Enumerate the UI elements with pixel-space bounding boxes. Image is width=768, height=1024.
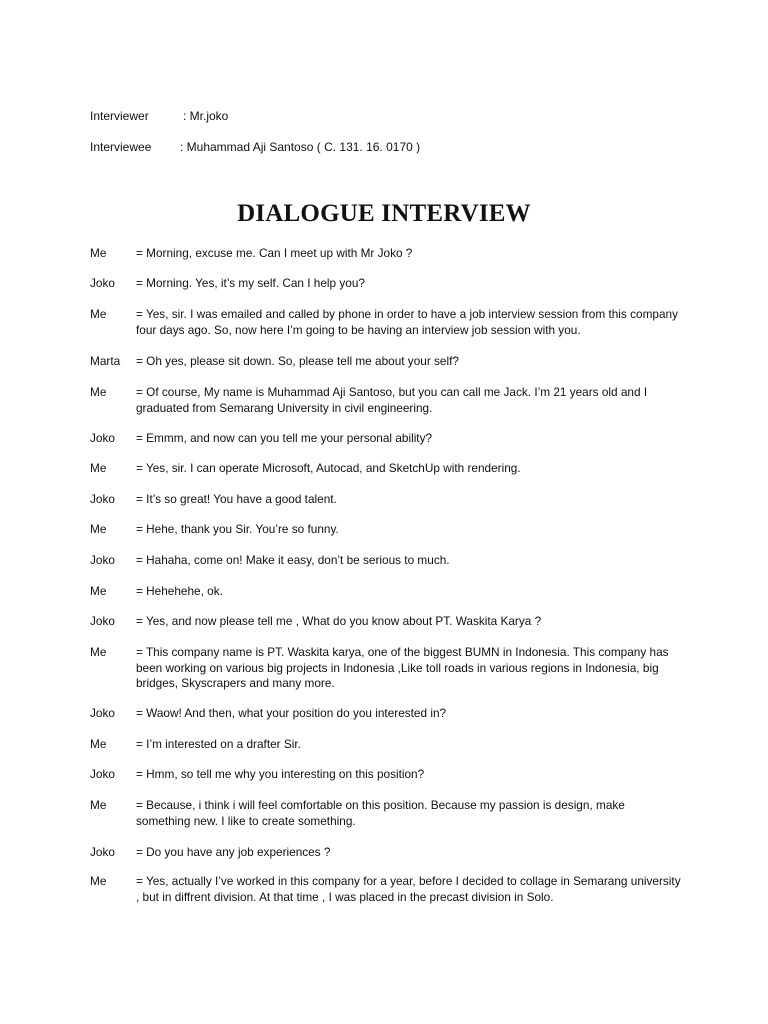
speech-text: = Yes, sir. I was emailed and called by phone in order to have a job interview session from this company four days ago. So, now here I’m going to be having an interview job session with you.	[136, 307, 678, 337]
speaker-name: Me	[90, 461, 107, 475]
speaker-name: Joko	[90, 767, 115, 781]
speech-text: = Hehehehe, ok.	[136, 584, 223, 598]
speaker-name: Me	[90, 645, 107, 659]
speaker-name: Me	[90, 737, 107, 751]
speaker-name: Joko	[90, 614, 115, 628]
speech-text: = Oh yes, please sit down. So, please tell me about your self?	[136, 354, 459, 368]
speech-text: = I’m interested on a drafter Sir.	[136, 737, 301, 751]
speech-text: = Do you have any job experiences ?	[136, 845, 331, 859]
speaker-name: Joko	[90, 431, 115, 445]
page-title: DIALOGUE INTERVIEW	[237, 200, 531, 227]
speech-text: = Yes, and now please tell me , What do you know about PT. Waskita Karya ?	[136, 614, 542, 628]
speaker-name: Joko	[90, 845, 115, 859]
speaker-name: Me	[90, 307, 107, 321]
speaker-name: Joko	[90, 706, 115, 720]
speech-text: = Emmm, and now can you tell me your personal ability?	[136, 431, 433, 445]
speech-text: = Hehe, thank you Sir. You’re so funny.	[136, 522, 339, 536]
speech-text: = This company name is PT. Waskita karya, one of the biggest BUMN in Indonesia. This company has been working on various big projects in Indonesia ,Like toll roads in various regions in Indonesia, big bridges, Skyscrapers and many more.	[136, 645, 669, 690]
speaker-name: Me	[90, 798, 107, 812]
interviewee-value: : Muhammad Aji Santoso ( C. 131. 16. 0170 )	[180, 140, 421, 154]
speaker-name: Me	[90, 246, 107, 260]
speech-text: = Hmm, so tell me why you interesting on this position?	[136, 767, 425, 781]
speech-text: = Because, i think i will feel comfortable on this position. Because my passion is design, make something new. I like to create something.	[136, 798, 625, 828]
speaker-name: Me	[90, 522, 107, 536]
speaker-name: Marta	[90, 354, 121, 368]
speaker-name: Joko	[90, 276, 115, 290]
speaker-name: Me	[90, 874, 107, 888]
speech-text: = Hahaha, come on! Make it easy, don’t be serious to much.	[136, 553, 450, 567]
speaker-name: Me	[90, 584, 107, 598]
speaker-name: Joko	[90, 492, 115, 506]
speech-text: = Of course, My name is Muhammad Aji Santoso, but you can call me Jack. I’m 21 years old and I graduated from Semarang University in civil engineering.	[136, 385, 648, 415]
speaker-name: Joko	[90, 553, 115, 567]
interviewer-value: : Mr.joko	[183, 109, 229, 123]
speech-text: = Yes, actually I’ve worked in this company for a year, before I decided to collage in Semarang university , but in diffrent division. At that time , I was placed in the precast division in Solo.	[136, 874, 681, 904]
interviewee-label: Interviewee	[90, 140, 152, 154]
speech-text: = It’s so great! You have a good talent.	[136, 492, 337, 506]
speech-text: = Morning, excuse me. Can I meet up with Mr Joko ?	[136, 246, 413, 260]
speaker-name: Me	[90, 385, 107, 399]
speech-text: = Morning. Yes, it’s my self. Can I help you?	[136, 276, 365, 290]
speech-text: = Yes, sir. I can operate Microsoft, Autocad, and SketchUp with rendering.	[136, 461, 521, 475]
speech-text: = Waow! And then, what your position do you interested in?	[136, 706, 447, 720]
interviewer-label: Interviewer	[90, 109, 149, 123]
